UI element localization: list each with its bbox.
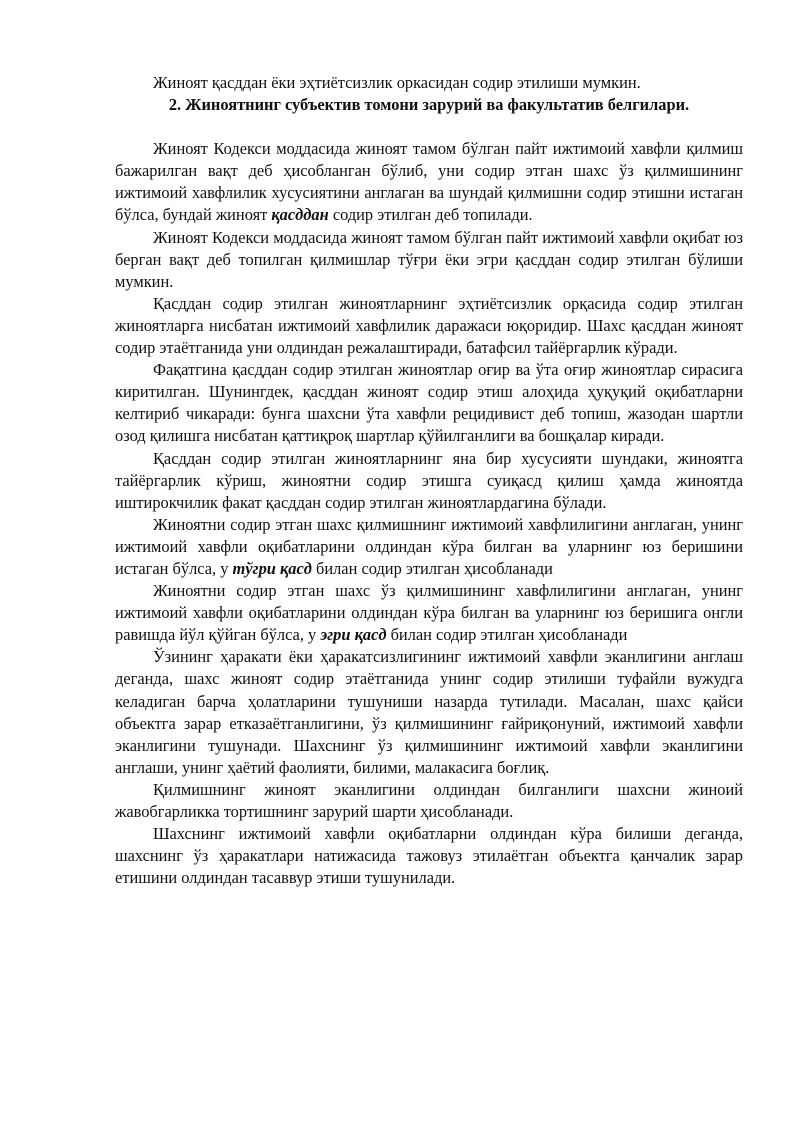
paragraph-text: Қасддан содир этилган жиноятларнинг яна бир хусусияти шундаки, жиноятга тайёргарлик кўриш, жиноятни содир этишга суиқасд қилиш ҳамда жиноятда иштирокчилик факат қасддан содир этилган жиноятлардагина бўлади. xyxy=(115,448,743,512)
paragraph-text: билан содир этилган ҳисобланади xyxy=(386,625,628,645)
paragraph-text: Қасддан содир этилган жиноятларнинг эҳтиётсизлик орқасида содир этилган жиноятларга нисбатан ижтимоий хавфлилик даражаси юқоридир. Шахс қасддан жиноят содир этаётганида уни олдиндан режалаштиради, батафсил тайёргарлик кўради. xyxy=(115,293,743,358)
paragraph-text: Фақатгина қасддан содир этилган жиноятлар оғир ва ўта оғир жиноятлар сирасига киритилган. Шунингдек, қасддан жиноят содир этиш алоҳида ҳуқуқий оқибатларни келтириб чикаради: бунга шахсни ўта хавфли рецидивист деб топиш, жазодан шартли озод қилишга нисбатан қаттиқроқ шартлар қўйилганлиги ва бошқалар киради. xyxy=(115,360,743,446)
paragraph-text: Жиноят Кодекси моддасида жиноят тамом бўлган пайт ижтимоий хавфли қилмиш бажарилган вақт деб ҳисобланган бўлиб, уни содир этган шахс ўз қилмишининг ижтимоий хавфлилик хусусиятини англаган ва шундай қилмишни содир этишни истаган бўлса, бундай жиноят xyxy=(115,139,743,225)
paragraph-text: Жиноятни содир этган шахс қилмишнинг ижтимоий хавфлилигини англаган, унинг ижтимоий хавфли оқибатларини олдиндан кўра билган ва уларнинг юз беришини истаган бўлса, у xyxy=(115,514,743,578)
section-heading: 2. Жиноятнинг субъектив томони зарурий ва факультатив белгилари. xyxy=(168,95,690,115)
paragraph-text: Жиноят Кодекси моддасида жиноят тамом бўлган пайт ижтимоий хавфли оқибат юз берган вақт деб топилган қилмишлар тўғри ёки эгри қасддан содир этилган бўлиши мумкин. xyxy=(115,227,743,291)
paragraph-text: билан содир этилган ҳисобланади xyxy=(311,558,553,578)
paragraph-1 xyxy=(115,138,743,226)
paragraph-9 xyxy=(115,779,743,823)
paragraph-text: содир этилган деб топилади. xyxy=(328,205,533,225)
paragraph-10 xyxy=(115,823,743,889)
paragraph-text: Қилмишнинг жиноят эканлигини олдиндан билганлиги шахсни жиноий жавобгарликка тортишнинг зарурий шарти ҳисобланади. xyxy=(115,779,743,821)
paragraph-4 xyxy=(115,359,743,447)
paragraph-5 xyxy=(115,448,743,514)
document-page xyxy=(115,72,743,889)
paragraph-8 xyxy=(115,646,743,779)
paragraph-2 xyxy=(115,227,743,293)
paragraph-text: Шахснинг ижтимоий хавфли оқибатларни олдиндан кўра билиши деганда, шахснинг ўз ҳаракатлари натижасида тажовуз этилаётган объектга қанчалик зарар етишини олдиндан тасаввур этиши тушунилади. xyxy=(115,824,743,888)
paragraph-text: Жиноятни содир этган шахс ўз қилмишининг хавфлилигини англаган, унинг ижтимоий хавфли оқибатларини олдиндан кўра билган ва уларнинг юз беришига онгли равишда йўл қўйган бўлса, у xyxy=(115,581,743,645)
paragraph-7 xyxy=(115,580,743,646)
emphasis-term: эгри қасд xyxy=(320,625,387,645)
intro-line: Жиноят қасддан ёки эҳтиётсизлик оркасидан содир этилиши мумкин. xyxy=(153,73,641,92)
paragraph-3 xyxy=(115,293,743,359)
paragraph-text: Ўзининг ҳаракати ёки ҳаракатсизлигининг ижтимоий хавфли эканлигини англаш деганда, шахс жиноят содир этаётганида унинг содир этилиши туфайли вужудга келадиган барча ҳолатларини тушуниши назарда тутилади. Масалан, шахс қайси объектга зарар етказаётганлигини, ўз қилмишининг ғайриқонуний, ижтимоий хавфли эканлигини тушунади. Шахснинг ўз қилмишининг ижтимоий хавфли эканлигини англаши, унинг ҳаётий фаолияти, билими, малакасига боғлиқ. xyxy=(115,647,743,777)
paragraph-6 xyxy=(115,514,743,580)
emphasis-term: тўгри қасд xyxy=(232,558,312,578)
emphasis-term: қасддан xyxy=(271,205,329,225)
